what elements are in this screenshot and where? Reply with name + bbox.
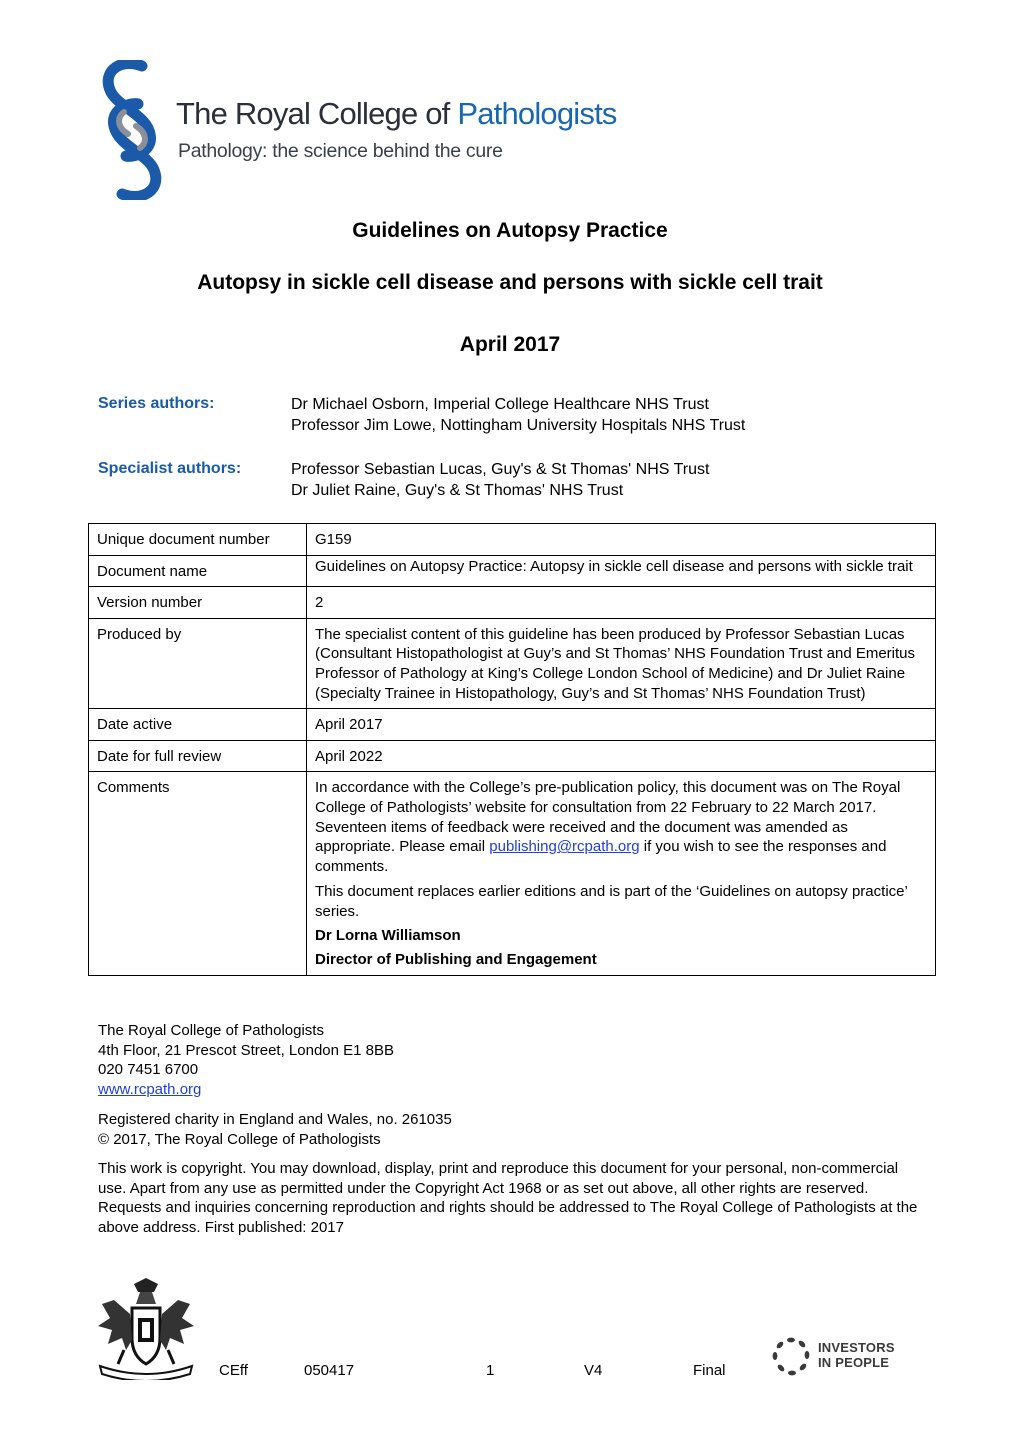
specialist-authors-list: [291, 459, 709, 501]
series-authors-list: [291, 394, 745, 436]
row-label: Date for full review: [89, 740, 307, 772]
row-value: 2: [307, 587, 936, 619]
document-info-table: [88, 523, 936, 976]
row-value: Guidelines on Autopsy Practice: Autopsy in sickle cell disease and persons with sickle trait: [307, 555, 936, 587]
iip-wordmark: INVESTORS IN PEOPLE: [818, 1340, 895, 1370]
row-label: Produced by: [89, 618, 307, 708]
signatory-title: Director of Publishing and Engagement: [315, 951, 597, 969]
college-address: The Royal College of Pathologists 4th Floor, 21 Prescot Street, London E1 8BB 020 7451 6700 www.rcpath.org: [98, 1022, 395, 1098]
website-link[interactable]: www.rcpath.org: [98, 1080, 202, 1098]
specialist-authors-label: Specialist authors:: [98, 460, 242, 477]
section-sign-logo-icon: [96, 60, 168, 200]
comments-cell: [307, 772, 936, 975]
table-row: [89, 618, 936, 708]
charity-info: [98, 1110, 452, 1149]
copyright-notice: This work is copyright. You may download, display, print and reproduce this document for your personal, non-commercial use. Apart from any use as permitted under the Copyright Act 1968 or as set out above, all other rights are reserved. Requests and inquiries concerning reproduction and rights should be addressed to The Royal College of Pathologists at the above address. First published: 2017: [98, 1160, 918, 1236]
row-label: Version number: [89, 587, 307, 619]
comments-paragraph: This document replaces earlier editions and is part of the ‘Guidelines on autopsy practice’ series.: [315, 883, 908, 920]
comments-paragraph: In accordance with the College’s pre-publication policy, this document was on The Royal College of Pathologists’ website for consultation from 22 February to 22 March 2017. Seventeen items of feedback were received and the document was amended as appropriate. Please email publishing@rcpath.org if you wish to see the responses and comments.: [315, 779, 901, 875]
series-author: Dr Michael Osborn, Imperial College Healthcare NHS Trust: [291, 396, 709, 413]
charity-number: Registered charity in England and Wales, no. 261035: [98, 1111, 452, 1128]
row-label: Date active: [89, 709, 307, 741]
series-authors-label: Series authors:: [98, 395, 215, 412]
row-value: April 2022: [307, 740, 936, 772]
document-date: April 2017: [459, 333, 561, 356]
row-value: The specialist content of this guideline has been produced by Professor Sebastian Lucas (Consultant Histopathologist at Guy’s and St Thomas’ NHS Foundation Trust and Emeritus Professor of Pathology at King’s College London School of Medicine) and Dr Juliet Raine (Specialty Trainee in Histopathology, Guy’s and St Thomas’ NHS Foundation Trust): [307, 618, 936, 708]
table-row: [89, 524, 936, 556]
document-version: V4: [584, 1362, 603, 1379]
table-row: [89, 709, 936, 741]
document-title: Autopsy in sickle cell disease and persons with sickle cell trait: [197, 271, 823, 294]
signatory-name: Dr Lorna Williamson: [315, 926, 461, 944]
college-tagline: Pathology: the science behind the cure: [178, 140, 503, 162]
series-author: Professor Jim Lowe, Nottingham University Hospitals NHS Trust: [291, 417, 746, 434]
table-row: [89, 772, 936, 975]
document-series-title: Guidelines on Autopsy Practice: [352, 219, 668, 242]
specialist-author: Dr Juliet Raine, Guy's & St Thomas' NHS Trust: [291, 482, 624, 499]
document-code: CEff: [219, 1362, 248, 1379]
investors-in-people-logo: [770, 1336, 900, 1378]
row-label: Unique document number: [89, 524, 307, 556]
email-link[interactable]: publishing@rcpath.org: [489, 838, 640, 856]
row-value: G159: [307, 524, 936, 556]
page-number: 1: [486, 1362, 495, 1379]
table-row: [89, 555, 936, 587]
row-label: Document name: [89, 555, 307, 587]
document-issue-date: 050417: [304, 1362, 355, 1379]
document-status: Final: [693, 1362, 726, 1379]
college-coat-of-arms-icon: [96, 1278, 196, 1380]
specialist-author: Professor Sebastian Lucas, Guy's & St Thomas' NHS Trust: [291, 461, 710, 478]
college-logo: [96, 60, 617, 200]
copyright-line: © 2017, The Royal College of Pathologists: [98, 1130, 381, 1148]
row-label: Comments: [89, 772, 307, 975]
college-name: The Royal College of Pathologists: [176, 96, 617, 131]
table-row: [89, 740, 936, 772]
laurel-wreath-icon: [770, 1336, 812, 1378]
table-row: [89, 587, 936, 619]
row-value: April 2017: [307, 709, 936, 741]
